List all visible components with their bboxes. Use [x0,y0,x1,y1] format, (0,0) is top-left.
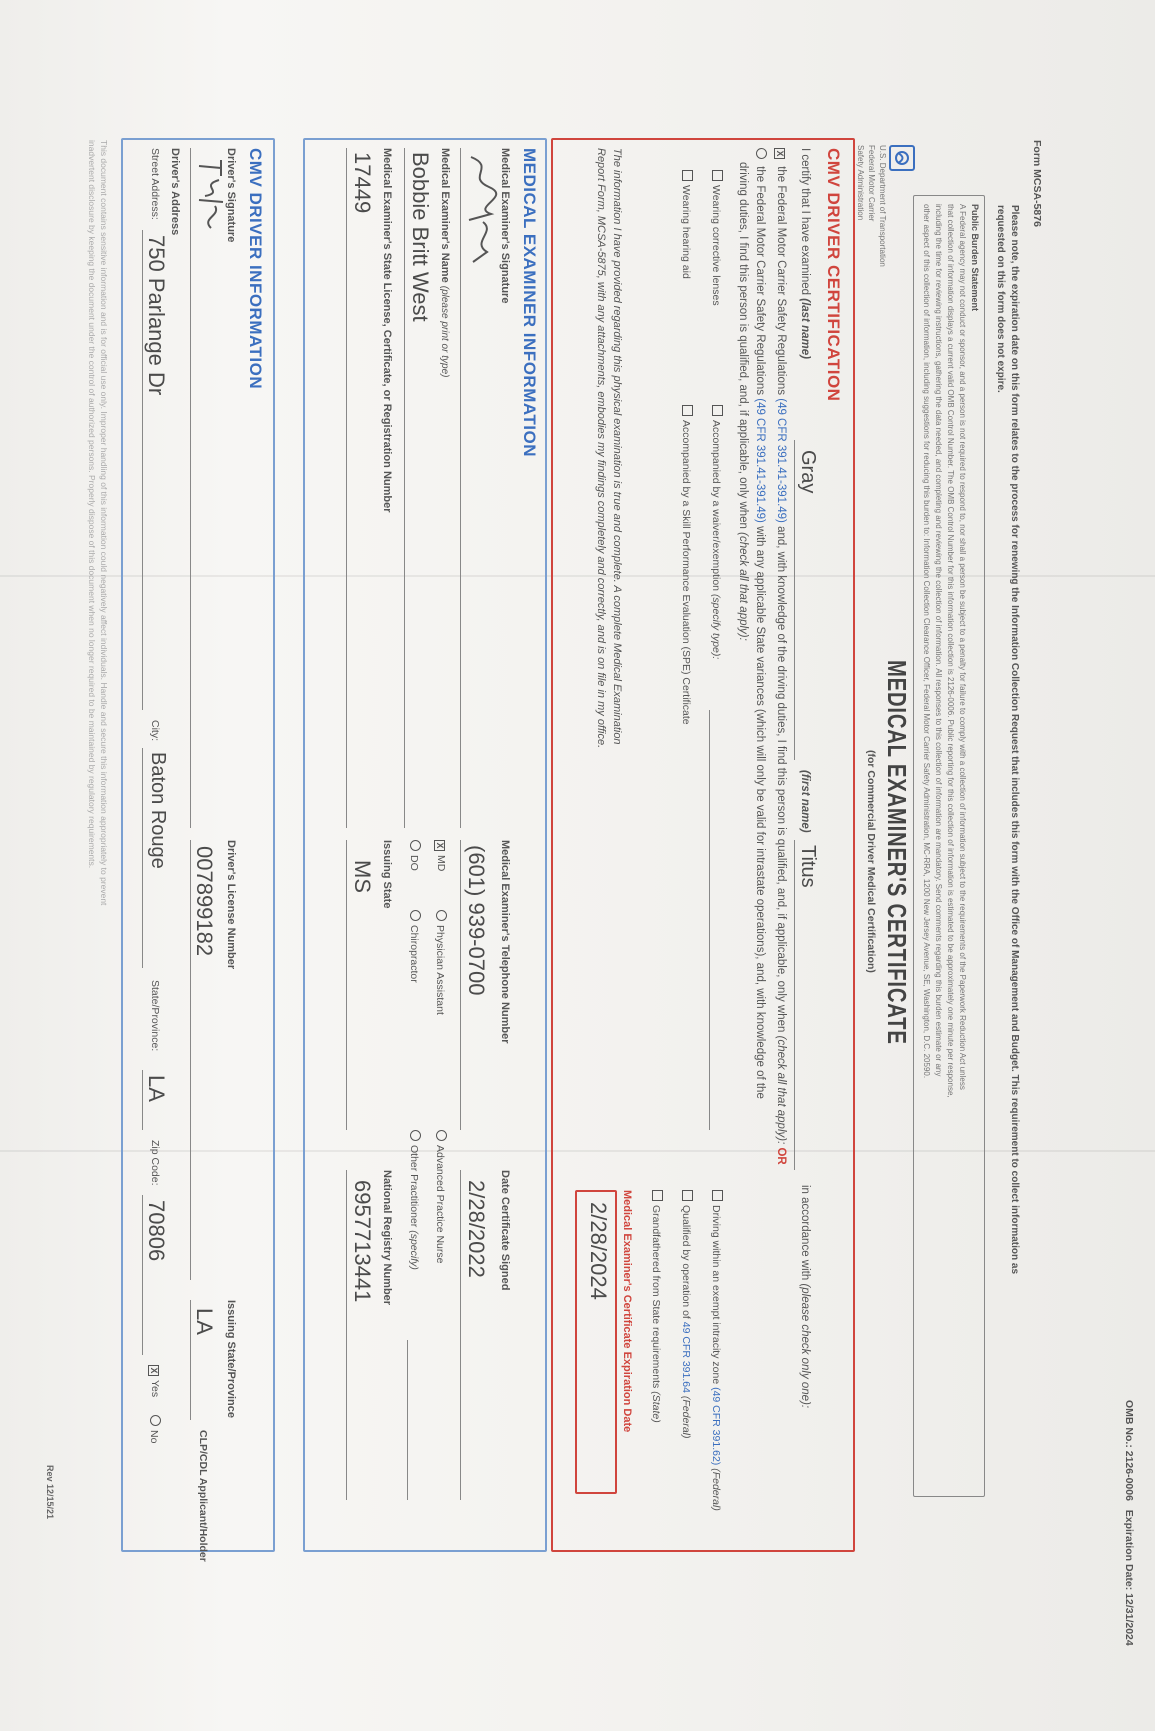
last-name-value: Gray [797,450,819,494]
license-label: Medical Examiner's State License, Certificate, or Registration Number [381,148,393,513]
option-state-line: the Federal Motor Carrier Safety Regulations (49 CFR 391.41-391.49) with any applicable State variances (which will only be valid for intrastate operations), and, with knowledge of the [754,148,767,1099]
intracity-checkbox[interactable] [712,1190,723,1201]
notice-line-1: Please note, the expiration date on this form relates to the process for renewing the Information Collection Request that includes this form with the Office of Management and Budget. This requirement to collect information as [1009,205,1020,1275]
md-checkbox[interactable]: X [434,840,445,851]
examiner-name-label: Medical Examiner's Name (please print or type) [439,148,451,378]
city-line [142,748,143,968]
examiner-name-value: Bobbie Britt West [408,152,433,322]
page-title: MEDICAL EXAMINER'S CERTIFICATE [882,660,912,1045]
expiration-date-box [575,1190,617,1494]
state-label: State/Province: [149,980,161,1052]
footer-line-2: inadvertent disclosure by keeping the document under the control of authorized persons. Properly dispose of this document when no longer required to be maintained by regulatory requirements. [87,140,97,869]
date-signed-line [460,1170,461,1500]
notice-line-2: requested on this form does not expire. [995,205,1006,393]
driver-certification-section [551,138,855,1552]
lenses-checkbox[interactable] [712,170,723,181]
dl-state-line [190,1300,191,1420]
first-name-value: Titus [797,845,819,888]
registry-value: 6957713441 [350,1180,375,1303]
phone-value: (601) 939-0700 [464,845,489,996]
option-federal-line: X the Federal Motor Carrier Safety Regulations (49 CFR 391.41-391.49) and, with knowledge of the driving duties, I find this person is qualified, and, if applicable, only when (check all that apply): OR [774,148,787,1165]
chiro-radio[interactable] [410,910,421,921]
dl-state-value: LA [192,1308,217,1335]
phone-label: Medical Examiner's Telephone Number [499,840,511,1044]
do-radio[interactable] [410,840,421,851]
zip-line [142,1195,143,1355]
clp-label: CLP/CDL Applicant/Holder [197,1430,209,1562]
dl-state-label: Issuing State/Province [225,1300,237,1418]
omb-number: OMB No.: 2126-0006 Expiration Date: 12/31/2024 [1123,1400,1135,1646]
first-name-line [794,840,795,1170]
credential-chiro[interactable]: Chiropractor [408,910,421,983]
waiver-specify-line [709,710,710,1130]
license-line [346,148,347,828]
credential-do[interactable]: DO [408,840,421,871]
condition-spe[interactable]: Accompanied by a Skill Performance Evaluation (SPE) Certificate [680,405,693,725]
clp-yes-checkbox[interactable]: X [148,1365,159,1376]
option-state-line-2: driving duties, I find this person is qualified, and, if applicable, only when (check all that apply): [737,162,749,641]
issuing-state-value: MS [350,860,375,893]
federal-checkbox[interactable]: X [774,148,785,159]
last-name-line [794,440,795,760]
burden-line-2: that collection of information displays a current valid OMB Control Number. The OMB Control Number for this information collection is 2126-0006. Public reporting for this collection of information is estimated to be approximately one minute per response, [946,204,955,1098]
clp-no-radio[interactable] [150,1415,161,1426]
agency-name-1: U.S. Department of Transportation [878,145,887,267]
issuing-state-label: Issuing State [381,840,393,909]
pa-radio[interactable] [436,910,447,921]
footer-line-1: This document contains sensitive information and is for official use only. Improper handling of this information could negatively affect individuals. Handle and secure this information appropriately to prevent [99,140,109,906]
clp-no[interactable]: No [148,1415,161,1443]
cert-heading: CMV DRIVER CERTIFICATION [824,148,843,402]
burden-line-4: other aspect of this collection of information, including suggestions for reducing this burden to: Information Collection Clearance Officer, Federal Motor Carrier Safety Administration, MC-RRA, 1200 New Jersey Avenue, SE, Washington, D.C. 20590. [922,204,931,1079]
burden-line-1: A Federal agency may not conduct or sponsor, and a person is not required to respond to, nor shall a person be subject to a penalty for failure to comply with a collection of information subject to the requirements of the Paperwork Reduction Act unless [958,204,967,1090]
agency-name-3: Safety Administration [856,145,865,221]
examiner-signature-line [460,148,461,828]
examiner-signature [456,152,501,272]
driver-license-line [190,840,191,1280]
condition-lenses[interactable]: Wearing corrective lenses [710,170,723,306]
issuing-state-line [346,840,347,1130]
phone-line [460,840,461,1130]
date-signed-value: 2/28/2022 [464,1180,489,1278]
examiner-name-line [404,148,405,828]
waiver-checkbox[interactable] [712,405,723,416]
burden-statement-box [913,195,985,1497]
examiner-heading: MEDICAL EXAMINER INFORMATION [520,148,539,457]
state-variance-radio[interactable] [756,148,767,159]
revision-date: Rev 12/15/21 [45,1465,55,1520]
expiration-label: Medical Examiner's Certificate Expiration Date [621,1190,633,1433]
street-label: Street Address: [149,148,161,220]
burden-line-3: including the time for reviewing instructions, gathering the data needed, and completing and reviewing the collection of information. All responses to this collection of information are mandatory. Send comments regarding this burden estimate or any [934,204,943,1077]
city-label: City: [149,720,161,741]
dot-logo-icon [889,145,915,171]
license-value: 17449 [350,152,375,214]
registry-label: National Registry Number [381,1170,393,1306]
condition-grandfathered[interactable]: Grandfathered from State requirements (State) [650,1190,663,1423]
driver-signature-label: Driver's Signature [225,148,237,243]
condition-hearing[interactable]: Wearing hearing aid [680,170,693,279]
street-line [142,230,143,710]
accordance-text: in accordance with (please check only one): [799,1185,811,1409]
state-value: LA [144,1075,169,1102]
examiner-signature-label: Medical Examiner's Signature [499,148,511,304]
credential-apn[interactable]: Advanced Practice Nurse [434,1130,447,1263]
agency-name-2: Federal Motor Carrier [867,145,876,222]
registry-line [346,1170,347,1500]
certify-line: I certify that I have examined (last name) [799,148,811,359]
spe-checkbox[interactable] [682,405,693,416]
condition-intracity[interactable]: Driving within an exempt intracity zone (49 CFR 391.62) (Federal) [710,1190,723,1511]
other-specify-line [407,1340,408,1500]
clp-yes[interactable]: XYes [148,1365,161,1397]
driver-signature-line [190,148,191,828]
operation-checkbox[interactable] [682,1190,693,1201]
first-name-label: (first name) [799,770,811,833]
page-subtitle: (for Commercial Driver Medical Certification) [865,750,877,973]
driver-signature [190,156,229,236]
zip-value: 70806 [144,1200,169,1262]
statement-line-2: Report Form, MCSA-5875, with any attachments, embodies my findings completely and correctly, and is on file in my office. [595,148,607,749]
hearing-checkbox[interactable] [682,170,693,181]
grandfathered-checkbox[interactable] [652,1190,663,1201]
statement-line-1: The information I have provided regarding this physical examination is true and complete. A complete Medical Examination [611,148,623,745]
driver-heading: CMV DRIVER INFORMATION [246,148,265,390]
credential-md[interactable]: XMD [434,840,447,871]
burden-title: Public Burden Statement [970,204,980,312]
credential-other[interactable]: Other Practitioner (specify) [408,1130,421,1270]
address-label: Driver's Address [169,148,181,236]
condition-391-64[interactable]: Qualified by operation of 49 CFR 391.64 (Federal) [680,1190,693,1439]
driver-info-section [121,138,275,1562]
city-value: Baton Rouge [147,752,169,869]
other-radio[interactable] [410,1130,421,1141]
expiration-date-value: 2/28/2024 [586,1202,611,1300]
driver-license-value: 007899182 [192,846,217,957]
street-value: 750 Parlange Dr [144,235,169,396]
zip-label: Zip Code: [149,1140,161,1186]
apn-radio[interactable] [436,1130,447,1141]
date-signed-label: Date Certificate Signed [499,1170,511,1291]
credential-pa[interactable]: Physician Assistant [434,910,447,1015]
driver-license-label: Driver's License Number [225,840,237,970]
state-line [142,1070,143,1130]
examiner-info-section [303,138,547,1552]
form-number: Form MCSA-5876 [1031,140,1043,227]
condition-waiver[interactable]: Accompanied by a waiver/exemption (specify type): [710,405,723,659]
